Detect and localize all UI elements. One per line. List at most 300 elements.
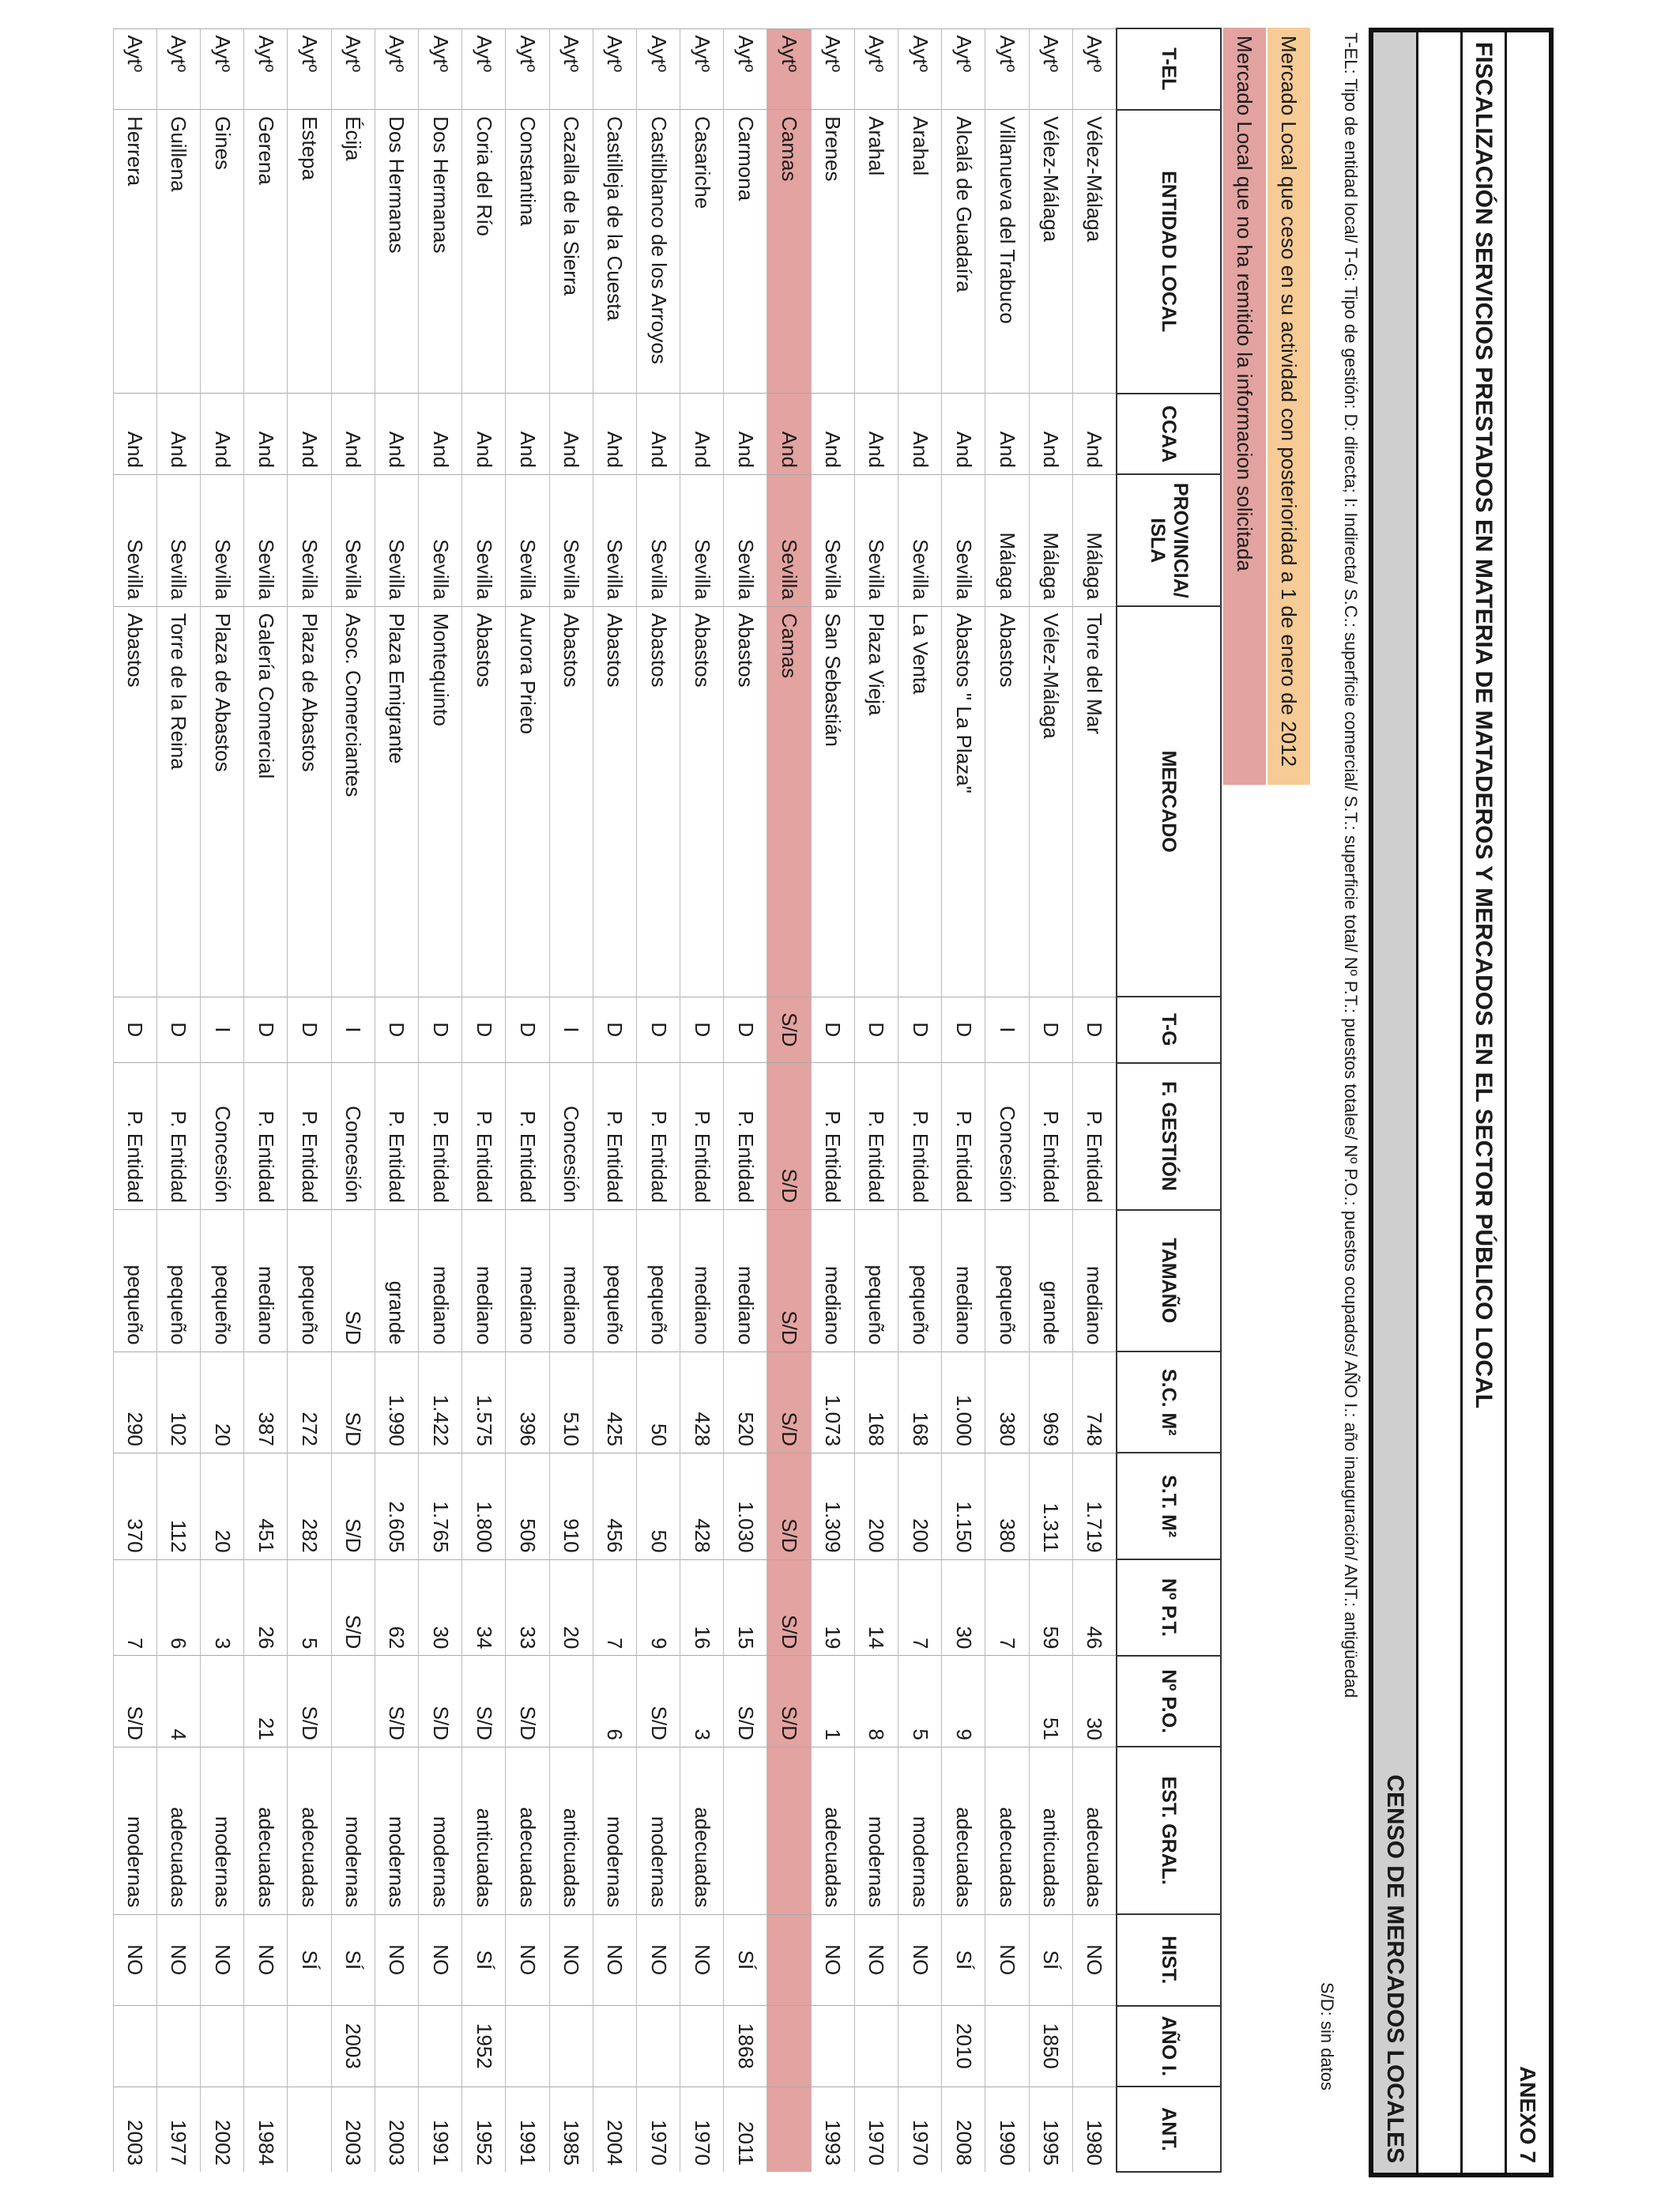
cell-fgestion: P. Entidad xyxy=(1029,1063,1072,1210)
cell-ccaa: And xyxy=(462,394,506,475)
cell-fgestion: S/D xyxy=(767,1063,811,1210)
cell-npo: S/D xyxy=(113,1656,156,1747)
cell-npt: 9 xyxy=(636,1559,680,1656)
cell-npo: S/D xyxy=(375,1656,418,1747)
col-anoi: AÑO I. xyxy=(1117,2006,1221,2087)
table-row xyxy=(854,28,898,2172)
cell-ant: 1995 xyxy=(1029,2087,1072,2172)
cell-tel: Aytº xyxy=(201,28,244,110)
cell-npt: 6 xyxy=(156,1559,200,1656)
cell-hist: SÍ xyxy=(1029,1914,1072,2005)
cell-tel: Aytº xyxy=(854,28,898,110)
cell-entidad: Casariche xyxy=(680,110,724,394)
cell-estgral: modernas xyxy=(331,1747,375,1914)
cell-st: 456 xyxy=(593,1453,636,1559)
col-st: S.T. M² xyxy=(1117,1453,1221,1559)
cell-fgestion: P. Entidad xyxy=(375,1063,418,1210)
cell-tel: Aytº xyxy=(549,28,593,110)
cell-hist: NO xyxy=(593,1914,636,2005)
cell-provincia: Sevilla xyxy=(156,474,200,606)
cell-ccaa: And xyxy=(549,394,593,475)
cell-tel: Aytº xyxy=(1029,28,1072,110)
cell-mercado: Abastos xyxy=(462,606,506,997)
cell-anoi xyxy=(1072,2006,1117,2087)
cell-st: S/D xyxy=(331,1453,375,1559)
cell-ant: 1952 xyxy=(462,2087,506,2172)
cell-anoi xyxy=(244,2006,288,2087)
cell-estgral: adecuadas xyxy=(680,1747,724,1914)
cell-sc: 380 xyxy=(985,1351,1029,1453)
cell-tg: I xyxy=(331,997,375,1062)
cell-ccaa: And xyxy=(331,394,375,475)
cell-npo: 3 xyxy=(680,1656,724,1747)
cell-provincia: Sevilla xyxy=(549,474,593,606)
cell-st: 200 xyxy=(854,1453,898,1559)
cell-provincia: Sevilla xyxy=(636,474,680,606)
cell-sc: 428 xyxy=(680,1351,724,1453)
cell-npo: S/D xyxy=(419,1656,462,1747)
table-row xyxy=(593,28,636,2172)
cell-provincia: Sevilla xyxy=(462,474,506,606)
cell-hist: SÍ xyxy=(288,1914,331,2005)
annex-label: ANEXO 7 xyxy=(1505,32,1549,2173)
cell-npo: 51 xyxy=(1029,1656,1072,1747)
cell-fgestion: P. Entidad xyxy=(113,1063,156,1210)
cell-mercado: Montequinto xyxy=(419,606,462,997)
cell-mercado: Plaza de Abastos xyxy=(201,606,244,997)
cell-st: 1.311 xyxy=(1029,1453,1072,1559)
cell-tel: Aytº xyxy=(942,28,985,110)
cell-sc: 969 xyxy=(1029,1351,1072,1453)
cell-hist: NO xyxy=(854,1914,898,2005)
cell-entidad: Dos Hermanas xyxy=(419,110,462,394)
cell-sc: 1.422 xyxy=(419,1351,462,1453)
cell-hist: NO xyxy=(549,1914,593,2005)
cell-anoi xyxy=(201,2006,244,2087)
cell-fgestion: Concesión xyxy=(331,1063,375,1210)
cell-st: 451 xyxy=(244,1453,288,1559)
cell-sc: 387 xyxy=(244,1351,288,1453)
cell-fgestion: P. Entidad xyxy=(942,1063,985,1210)
cell-entidad: Herrera xyxy=(113,110,156,394)
table-row xyxy=(244,28,288,2172)
cell-hist: NO xyxy=(811,1914,854,2005)
cell-tg: D xyxy=(244,997,288,1062)
cell-estgral: modernas xyxy=(636,1747,680,1914)
cell-tamano: pequeño xyxy=(201,1210,244,1352)
table-row xyxy=(331,28,375,2172)
cell-ccaa: And xyxy=(593,394,636,475)
cell-mercado: Torre de la Reina xyxy=(156,606,200,997)
cell-npo: S/D xyxy=(767,1656,811,1747)
cell-fgestion: P. Entidad xyxy=(244,1063,288,1210)
cell-npt: 7 xyxy=(985,1559,1029,1656)
cell-tel: Aytº xyxy=(636,28,680,110)
cell-tamano: pequeño xyxy=(854,1210,898,1352)
cell-st: 50 xyxy=(636,1453,680,1559)
cell-fgestion: P. Entidad xyxy=(156,1063,200,1210)
table-row xyxy=(811,28,854,2172)
cell-tg: I xyxy=(549,997,593,1062)
cell-entidad: Écija xyxy=(331,110,375,394)
cell-ant: 1970 xyxy=(636,2087,680,2172)
cell-ant: 2011 xyxy=(724,2087,767,2172)
table-row xyxy=(898,28,942,2172)
cell-tg: D xyxy=(593,997,636,1062)
cell-tg: D xyxy=(942,997,985,1062)
cell-provincia: Sevilla xyxy=(288,474,331,606)
cell-fgestion: P. Entidad xyxy=(506,1063,549,1210)
cell-sc: 396 xyxy=(506,1351,549,1453)
table-row xyxy=(1029,28,1072,2172)
cell-st: S/D xyxy=(767,1453,811,1559)
cell-fgestion: P. Entidad xyxy=(811,1063,854,1210)
cell-tel: Aytº xyxy=(331,28,375,110)
cell-mercado: San Sebastián xyxy=(811,606,854,997)
cell-sc: 20 xyxy=(201,1351,244,1453)
table-row xyxy=(549,28,593,2172)
cell-ant: 1970 xyxy=(854,2087,898,2172)
cell-provincia: Sevilla xyxy=(680,474,724,606)
table-row xyxy=(636,28,680,2172)
cell-sc: 168 xyxy=(898,1351,942,1453)
cell-mercado: Abastos xyxy=(113,606,156,997)
cell-provincia: Sevilla xyxy=(113,474,156,606)
cell-hist: SÍ xyxy=(942,1914,985,2005)
cell-tg: D xyxy=(1072,997,1117,1062)
cell-ccaa: And xyxy=(724,394,767,475)
cell-mercado: Abastos xyxy=(636,606,680,997)
cell-npo: 9 xyxy=(942,1656,985,1747)
cell-estgral: adecuadas xyxy=(942,1747,985,1914)
cell-tamano: S/D xyxy=(331,1210,375,1352)
cell-tg: D xyxy=(1029,997,1072,1062)
cell-estgral: modernas xyxy=(898,1747,942,1914)
cell-tamano: mediano xyxy=(942,1210,985,1352)
cell-hist: SÍ xyxy=(462,1914,506,2005)
cell-estgral: adecuadas xyxy=(811,1747,854,1914)
cell-tamano: mediano xyxy=(724,1210,767,1352)
cell-tamano: pequeño xyxy=(156,1210,200,1352)
cell-mercado: Abastos xyxy=(724,606,767,997)
cell-sc: 290 xyxy=(113,1351,156,1453)
cell-estgral: anticuadas xyxy=(1029,1747,1072,1914)
cell-ccaa: And xyxy=(854,394,898,475)
cell-entidad: Constantina xyxy=(506,110,549,394)
cell-mercado: Abastos xyxy=(680,606,724,997)
col-npo: Nº P.O. xyxy=(1117,1656,1221,1747)
cell-estgral: adecuadas xyxy=(985,1747,1029,1914)
cell-tel: Aytº xyxy=(156,28,200,110)
cell-estgral: adecuadas xyxy=(1072,1747,1117,1914)
cell-ccaa: And xyxy=(680,394,724,475)
section-title: CENSO DE MERCADOS LOCALES xyxy=(1369,32,1416,2173)
cell-tg: D xyxy=(156,997,200,1062)
cell-ccaa: And xyxy=(375,394,418,475)
cell-tel: Aytº xyxy=(767,28,811,110)
cell-entidad: Castilblanco de los Arroyos xyxy=(636,110,680,394)
cell-tamano: grande xyxy=(1029,1210,1072,1352)
table-row xyxy=(1072,28,1117,2172)
document-title: FISCALIZACIÓN SERVICIOS PRESTADOS EN MATERIA DE MATADEROS Y MERCADOS EN EL SECTOR PÚBLICO LOCAL xyxy=(1460,32,1505,2173)
cell-estgral: adecuadas xyxy=(506,1747,549,1914)
table-row xyxy=(201,28,244,2172)
cell-npo: 30 xyxy=(1072,1656,1117,1747)
cell-fgestion: Concesión xyxy=(985,1063,1029,1210)
cell-tel: Aytº xyxy=(244,28,288,110)
cell-tg: D xyxy=(419,997,462,1062)
cell-anoi xyxy=(593,2006,636,2087)
cell-anoi xyxy=(680,2006,724,2087)
cell-tamano: pequeño xyxy=(985,1210,1029,1352)
table-row xyxy=(506,28,549,2172)
cell-fgestion: P. Entidad xyxy=(898,1063,942,1210)
cell-tg: D xyxy=(854,997,898,1062)
table-row xyxy=(419,28,462,2172)
cell-anoi xyxy=(636,2006,680,2087)
cell-hist: NO xyxy=(1072,1914,1117,2005)
cell-estgral: anticuadas xyxy=(549,1747,593,1914)
cell-fgestion: P. Entidad xyxy=(288,1063,331,1210)
cell-tg: D xyxy=(811,997,854,1062)
cell-tg: I xyxy=(985,997,1029,1062)
cell-entidad: Vélez-Málaga xyxy=(1029,110,1072,394)
cell-tel: Aytº xyxy=(680,28,724,110)
cell-provincia: Sevilla xyxy=(331,474,375,606)
cell-entidad: Arahal xyxy=(854,110,898,394)
cell-ccaa: And xyxy=(288,394,331,475)
cell-st: 1.719 xyxy=(1072,1453,1117,1559)
cell-fgestion: P. Entidad xyxy=(680,1063,724,1210)
cell-mercado: Torre del Mar xyxy=(1072,606,1117,997)
cell-npo: S/D xyxy=(506,1656,549,1747)
cell-ant: 1984 xyxy=(244,2087,288,2172)
cell-tel: Aytº xyxy=(811,28,854,110)
cell-hist: NO xyxy=(680,1914,724,2005)
cell-st: 428 xyxy=(680,1453,724,1559)
table-row xyxy=(288,28,331,2172)
cell-entidad: Brenes xyxy=(811,110,854,394)
cell-sc: 425 xyxy=(593,1351,636,1453)
cell-ccaa: And xyxy=(244,394,288,475)
cell-entidad: Gerena xyxy=(244,110,288,394)
cell-tel: Aytº xyxy=(593,28,636,110)
cell-entidad: Guillena xyxy=(156,110,200,394)
table-row xyxy=(942,28,985,2172)
cell-sc: 168 xyxy=(854,1351,898,1453)
cell-tamano: mediano xyxy=(549,1210,593,1352)
cell-st: 506 xyxy=(506,1453,549,1559)
cell-estgral: adecuadas xyxy=(244,1747,288,1914)
cell-estgral: modernas xyxy=(593,1747,636,1914)
cell-npo: 1 xyxy=(811,1656,854,1747)
cell-tamano: mediano xyxy=(1072,1210,1117,1352)
cell-fgestion: P. Entidad xyxy=(1072,1063,1117,1210)
cell-anoi xyxy=(419,2006,462,2087)
cell-npt: 16 xyxy=(680,1559,724,1656)
cell-st: 910 xyxy=(549,1453,593,1559)
cell-sc: 272 xyxy=(288,1351,331,1453)
cell-provincia: Sevilla xyxy=(898,474,942,606)
cell-entidad: Castilleja de la Cuesta xyxy=(593,110,636,394)
cell-hist: NO xyxy=(201,1914,244,2005)
cell-hist: NO xyxy=(506,1914,549,2005)
cell-npo: 4 xyxy=(156,1656,200,1747)
cell-tg: D xyxy=(724,997,767,1062)
col-tel: T-EL xyxy=(1117,28,1221,110)
cell-st: 380 xyxy=(985,1453,1029,1559)
cell-tg: D xyxy=(636,997,680,1062)
cell-anoi: 2010 xyxy=(942,2006,985,2087)
cell-ant: 1990 xyxy=(985,2087,1029,2172)
cell-mercado: Plaza Vieja xyxy=(854,606,898,997)
table-body xyxy=(113,28,1117,2172)
cell-provincia: Sevilla xyxy=(244,474,288,606)
table-row xyxy=(375,28,418,2172)
col-entidad: ENTIDAD LOCAL xyxy=(1117,110,1221,394)
cell-entidad: Gines xyxy=(201,110,244,394)
cell-anoi xyxy=(549,2006,593,2087)
cell-estgral: modernas xyxy=(419,1747,462,1914)
cell-ant: 1991 xyxy=(419,2087,462,2172)
cell-mercado: Camas xyxy=(767,606,811,997)
cell-npt: 7 xyxy=(113,1559,156,1656)
cell-st: 2.605 xyxy=(375,1453,418,1559)
cell-fgestion: P. Entidad xyxy=(462,1063,506,1210)
cell-npo: S/D xyxy=(462,1656,506,1747)
cell-provincia: Málaga xyxy=(1072,474,1117,606)
cell-sc: 102 xyxy=(156,1351,200,1453)
cell-entidad: Vélez-Málaga xyxy=(1072,110,1117,394)
cell-st: 282 xyxy=(288,1453,331,1559)
cell-npt: S/D xyxy=(767,1559,811,1656)
cell-provincia: Sevilla xyxy=(767,474,811,606)
cell-tel: Aytº xyxy=(288,28,331,110)
cell-tel: Aytº xyxy=(462,28,506,110)
cell-npt: 5 xyxy=(288,1559,331,1656)
cell-sc: 1.073 xyxy=(811,1351,854,1453)
col-provincia: PROVINCIA/ ISLA xyxy=(1117,474,1221,606)
cell-st: 1.150 xyxy=(942,1453,985,1559)
cell-tamano: S/D xyxy=(767,1210,811,1352)
cell-provincia: Málaga xyxy=(1029,474,1072,606)
col-tg: T-G xyxy=(1117,997,1221,1062)
cell-tg: S/D xyxy=(767,997,811,1062)
cell-anoi xyxy=(898,2006,942,2087)
col-mercado: MERCADO xyxy=(1117,606,1221,997)
cell-anoi: 1850 xyxy=(1029,2006,1072,2087)
cell-npo: S/D xyxy=(636,1656,680,1747)
cell-ant: 1970 xyxy=(680,2087,724,2172)
cell-mercado: La Venta xyxy=(898,606,942,997)
cell-tamano: mediano xyxy=(419,1210,462,1352)
cell-estgral: modernas xyxy=(113,1747,156,1914)
cell-ant: 2008 xyxy=(942,2087,985,2172)
cell-hist: NO xyxy=(419,1914,462,2005)
sd-note: S/D: sin datos xyxy=(1317,1982,1337,2090)
cell-tg: D xyxy=(506,997,549,1062)
table-row xyxy=(156,28,200,2172)
cell-entidad: Carmona xyxy=(724,110,767,394)
cell-tel: Aytº xyxy=(898,28,942,110)
cell-npo: 21 xyxy=(244,1656,288,1747)
cell-ccaa: And xyxy=(811,394,854,475)
cell-ant: 1970 xyxy=(898,2087,942,2172)
table-row xyxy=(462,28,506,2172)
cell-hist: NO xyxy=(636,1914,680,2005)
cell-provincia: Sevilla xyxy=(942,474,985,606)
cell-hist: NO xyxy=(113,1914,156,2005)
col-estgral: EST. GRAL. xyxy=(1117,1747,1221,1914)
cell-npt: 46 xyxy=(1072,1559,1117,1656)
table-row xyxy=(985,28,1029,2172)
cell-sc: 1.000 xyxy=(942,1351,985,1453)
cell-ccaa: And xyxy=(1029,394,1072,475)
cell-estgral: modernas xyxy=(375,1747,418,1914)
cell-mercado: Vélez-Málaga xyxy=(1029,606,1072,997)
cell-st: 200 xyxy=(898,1453,942,1559)
cell-st: 1.765 xyxy=(419,1453,462,1559)
cell-mercado: Aurora Prieto xyxy=(506,606,549,997)
cell-mercado: Abastos " La Plaza" xyxy=(942,606,985,997)
cell-ccaa: And xyxy=(898,394,942,475)
cell-ant: 2003 xyxy=(375,2087,418,2172)
cell-ant: 1980 xyxy=(1072,2087,1117,2172)
cell-npt: 33 xyxy=(506,1559,549,1656)
cell-entidad: Cazalla de la Sierra xyxy=(549,110,593,394)
cell-tamano: mediano xyxy=(506,1210,549,1352)
cell-anoi xyxy=(375,2006,418,2087)
cell-fgestion: P. Entidad xyxy=(593,1063,636,1210)
cell-ccaa: And xyxy=(636,394,680,475)
col-ant: ANT. xyxy=(1117,2087,1221,2172)
cell-tamano: mediano xyxy=(811,1210,854,1352)
cell-hist: NO xyxy=(985,1914,1029,2005)
cell-estgral xyxy=(724,1747,767,1914)
cell-npt: 30 xyxy=(419,1559,462,1656)
cell-anoi xyxy=(113,2006,156,2087)
cell-fgestion: P. Entidad xyxy=(636,1063,680,1210)
cell-npt: 7 xyxy=(898,1559,942,1656)
cell-npt: 19 xyxy=(811,1559,854,1656)
blank-row xyxy=(1416,32,1460,2173)
cell-npt: 15 xyxy=(724,1559,767,1656)
cell-anoi: 2003 xyxy=(331,2006,375,2087)
cell-provincia: Sevilla xyxy=(854,474,898,606)
table-row xyxy=(767,28,811,2172)
cell-npt: 3 xyxy=(201,1559,244,1656)
cell-tg: D xyxy=(680,997,724,1062)
cell-tamano: pequeño xyxy=(898,1210,942,1352)
cell-hist: NO xyxy=(898,1914,942,2005)
cell-mercado: Asoc. Comerciantes xyxy=(331,606,375,997)
cell-tg: D xyxy=(113,997,156,1062)
cell-npo xyxy=(201,1656,244,1747)
cell-sc: 50 xyxy=(636,1351,680,1453)
document-page xyxy=(113,28,1554,2177)
cell-ant: 1991 xyxy=(506,2087,549,2172)
cell-provincia: Málaga xyxy=(985,474,1029,606)
cell-provincia: Sevilla xyxy=(593,474,636,606)
cell-sc: S/D xyxy=(767,1351,811,1453)
cell-sc: 1.990 xyxy=(375,1351,418,1453)
cell-tamano: pequeño xyxy=(593,1210,636,1352)
cell-mercado: Abastos xyxy=(549,606,593,997)
cell-npt: S/D xyxy=(331,1559,375,1656)
col-fgestion: F. GESTIÓN xyxy=(1117,1063,1221,1210)
cell-st: 1.309 xyxy=(811,1453,854,1559)
col-hist: HIST. xyxy=(1117,1914,1221,2005)
